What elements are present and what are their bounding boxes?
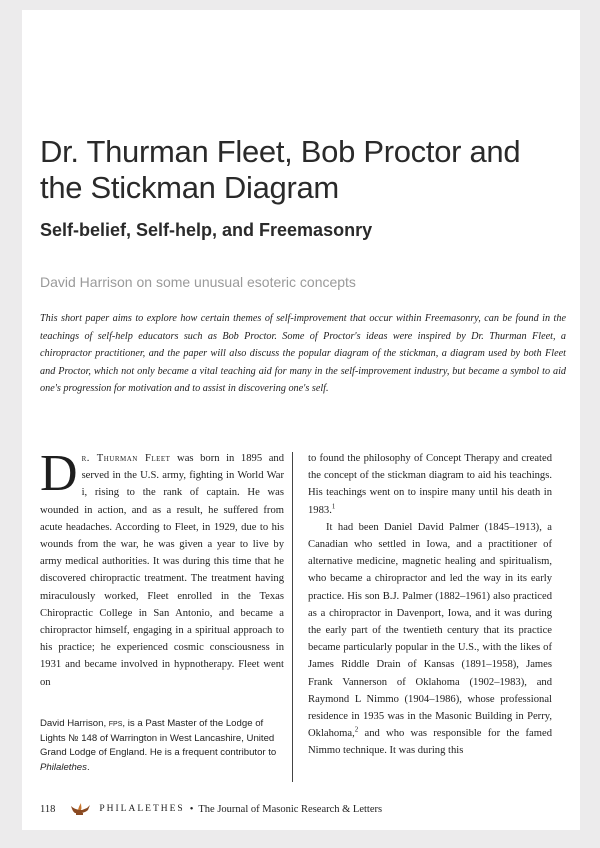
lead-smallcaps: r. Thurman Fleet	[81, 453, 171, 464]
body-paragraph	[308, 450, 552, 519]
bio-text: , is a Past Master of the Lodge of Lights № 148 of Warrington in West Lancashire, United Grand Lodge of England. He is a frequent contributor to	[40, 718, 277, 759]
journal-subtitle: The Journal of Masonic Research & Letters	[198, 803, 383, 815]
bio-end: .	[86, 761, 90, 773]
right-paragraph-2a: It had been Daniel David Palmer (1845–1913), a Canadian who settled in Iowa, and a practitioner of alternative medicine, magnetic healing and spiritualism, who became a chiropractor and led the way in its early practice. His son B.J. Palmer (1882–1961) also practiced as a chiropractor in Davenport, Iowa, and it was during the early part of the twentieth century that its practice became particularly popular in the U.S., with the likes of James Riddle Drain of Kansas (1891–1958), James Frank Vannerson of Oklahoma (1902–1983), and Raymond L Nimmo (1904–1986), whose professional residence in 1935 was in the Masonic Building in Perry, Oklahoma,	[308, 521, 552, 740]
bio-publication: Philalethes	[40, 761, 87, 773]
article-abstract: This short paper aims to explore how certain themes of self-improvement that occur within Freemasonry, can be found in the teachings of self-help educators such as Bob Proctor. Some of Proctor's ideas were inspired by Dr. Thurman Fleet, a chiropractor practitioner, and the paper will also discuss the popular diagram of the stickman, a diagram used by both Fleet and Proctor, which not only became a vital teaching aid for many in the self-improvement industry, but became a symbol to aid one's progression for motivation and to assist in discovering one's self.	[40, 313, 566, 394]
article-byline: David Harrison on some unusual esoteric concepts	[40, 274, 356, 290]
page-footer	[40, 802, 382, 816]
footnote-ref: 1	[331, 502, 336, 511]
article-subtitle: Self-belief, Self-help, and Freemasonry	[40, 220, 373, 240]
page	[22, 10, 580, 830]
bio-post-nominal: fps	[108, 718, 123, 729]
body-paragraph	[40, 445, 284, 691]
left-column-text: was born in 1895 and served in the U.S. army, fighting in World War i, rising to the rank of captain. He was wounded in action, and as a result, he suffered from acute headaches. According to Fleet, in 1929, due to his wounds from the war, he was given a year to live by army medical authorities. It was during this time that he discovered chiropractic treatment. The treatment having miraculously worked, Fleet enrolled in the Texas Chiropractic College in San Antonio, and became a chiropractor himself, engaging in a spiritual approach to his practice; he experienced cosmic consciousness in 1931 and became involved in hypnotherapy. Fleet went on	[40, 453, 284, 688]
drop-cap: D	[40, 445, 78, 502]
footer-separator: •	[189, 803, 194, 815]
right-paragraph-1: to found the philosophy of Concept Therapy and created the concept of the stickman diagram to aid his teachings. His teachings went on to inspire many until his death in 1983.	[308, 453, 552, 516]
column-divider	[292, 452, 293, 782]
body-column-left	[40, 445, 284, 691]
body-paragraph	[308, 519, 552, 760]
right-paragraph-2b: and who was responsible for the famed Nimmo technique. It was during this	[308, 728, 552, 757]
footnote-ref: 2	[354, 725, 359, 734]
oil-lamp-icon	[69, 802, 91, 816]
author-bio	[40, 717, 280, 775]
bio-name: David Harrison,	[40, 718, 109, 729]
journal-name: PHILALETHES	[99, 804, 185, 814]
page-number: 118	[40, 803, 56, 815]
article-title: Dr. Thurman Fleet, Bob Proctor and the Stickman Diagram	[40, 134, 521, 205]
body-column-right	[308, 450, 552, 760]
